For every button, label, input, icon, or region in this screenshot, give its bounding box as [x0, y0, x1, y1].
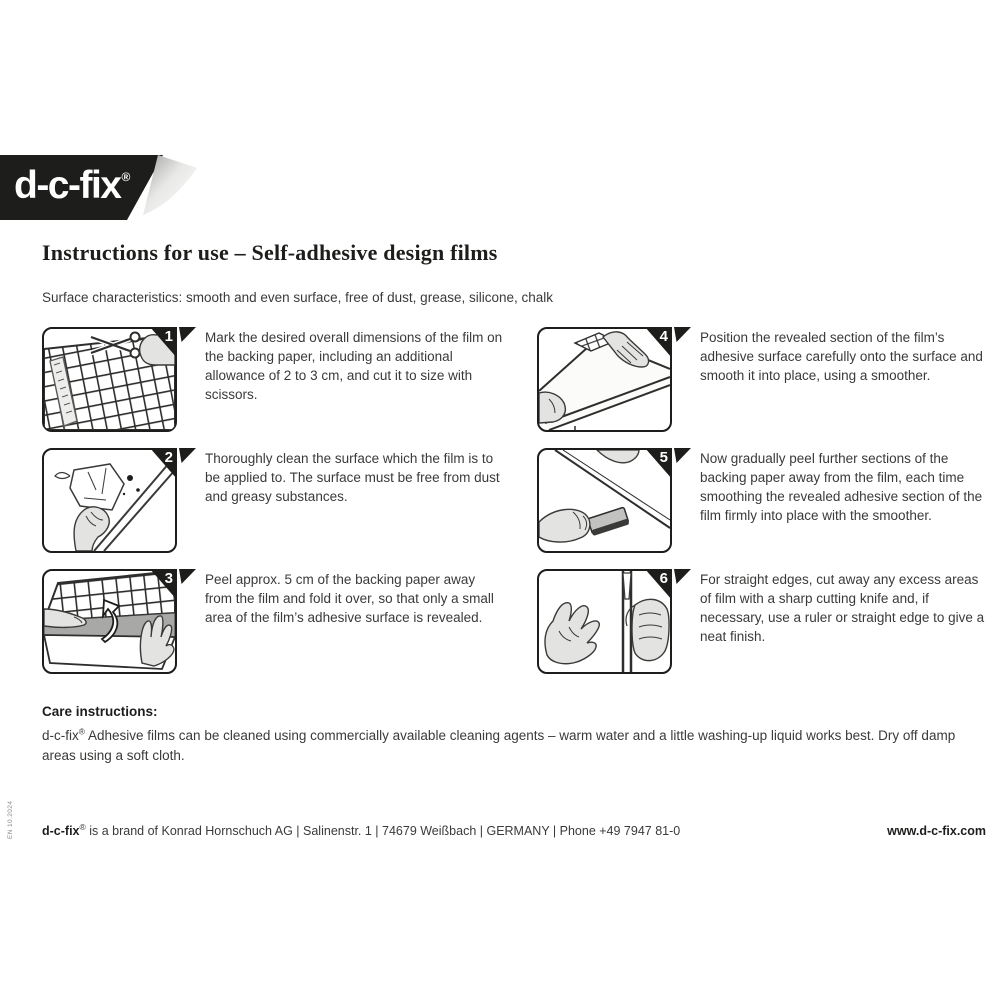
step-4-text: Position the revealed section of the film’s adhesive surface carefully onto the surface and smooth it into place, using a smoother.	[700, 330, 983, 383]
step-number-badge: 2	[150, 448, 177, 479]
footer	[42, 821, 986, 838]
step-3-text: Peel approx. 5 cm of the backing paper away from the film and fold it over, so that only a small area of the film’s adhesive surface is revealed.	[205, 572, 494, 625]
step-number-badge: 4	[645, 327, 672, 358]
step-number-badge: 1	[150, 327, 177, 358]
surface-characteristics-note: Surface characteristics: smooth and even surface, free of dust, grease, silicone, chalk	[42, 290, 554, 305]
registered-mark: ®	[78, 726, 86, 737]
registered-mark: ®	[79, 821, 86, 832]
care-instructions-heading: Care instructions:	[42, 704, 158, 719]
step-2-text: Thoroughly clean the surface which the film is to be applied to. The surface must be free from dust and greasy substances.	[205, 451, 500, 504]
step-6	[537, 569, 990, 674]
badge-fold-tip	[179, 569, 196, 584]
care-instructions-section	[42, 704, 988, 766]
step-number-badge: 6	[645, 569, 672, 600]
website-url: www.d-c-fix.com	[887, 824, 986, 838]
step-4-figure	[537, 327, 672, 432]
step-2	[42, 448, 505, 553]
step-1	[42, 327, 505, 432]
badge-fold-tip	[674, 448, 691, 463]
logo-wordmark: d-c-fix®	[14, 164, 131, 207]
badge-fold-tip	[179, 327, 196, 342]
step-6-text: For straight edges, cut away any excess areas of film with a sharp cutting knife and, if necessary, use a ruler or straight edge to give a neat finish.	[700, 572, 985, 644]
page-title: Instructions for use – Self-adhesive design films	[42, 240, 498, 265]
badge-fold-tip	[674, 569, 691, 584]
step-number-badge: 3	[150, 569, 177, 600]
step-2-figure	[42, 448, 177, 553]
step-5-text: Now gradually peel further sections of the backing paper away from the film, each time smoothing the revealed adhesive section of the film firmly into place with the smoother.	[700, 451, 983, 523]
step-3-figure	[42, 569, 177, 674]
dcfix-logo	[0, 155, 200, 220]
step-1-figure	[42, 327, 177, 432]
step-6-figure	[537, 569, 672, 674]
steps-grid	[42, 327, 990, 674]
step-number-badge: 5	[645, 448, 672, 479]
step-4	[537, 327, 990, 432]
company-info: d-c-fix® is a brand of Konrad Hornschuch AG | Salinenstr. 1 | 74679 Weißbach | GERMANY | Phone +49 7947 81-0	[42, 821, 681, 838]
edition-code: EN 10.2024	[7, 800, 14, 839]
registered-mark: ®	[121, 170, 131, 184]
badge-fold-tip	[179, 448, 196, 463]
step-3	[42, 569, 505, 674]
step-5	[537, 448, 990, 553]
badge-fold-tip	[674, 327, 691, 342]
step-5-figure	[537, 448, 672, 553]
care-instructions-body: d-c-fix® Adhesive films can be cleaned using commercially available cleaning agents – warm water and a little washing-up liquid works best. Dry off damp areas using a soft cloth.	[42, 726, 956, 763]
step-1-text: Mark the desired overall dimensions of the film on the backing paper, including an additional allowance of 2 to 3 cm, and cut it to size with scissors.	[205, 330, 503, 402]
